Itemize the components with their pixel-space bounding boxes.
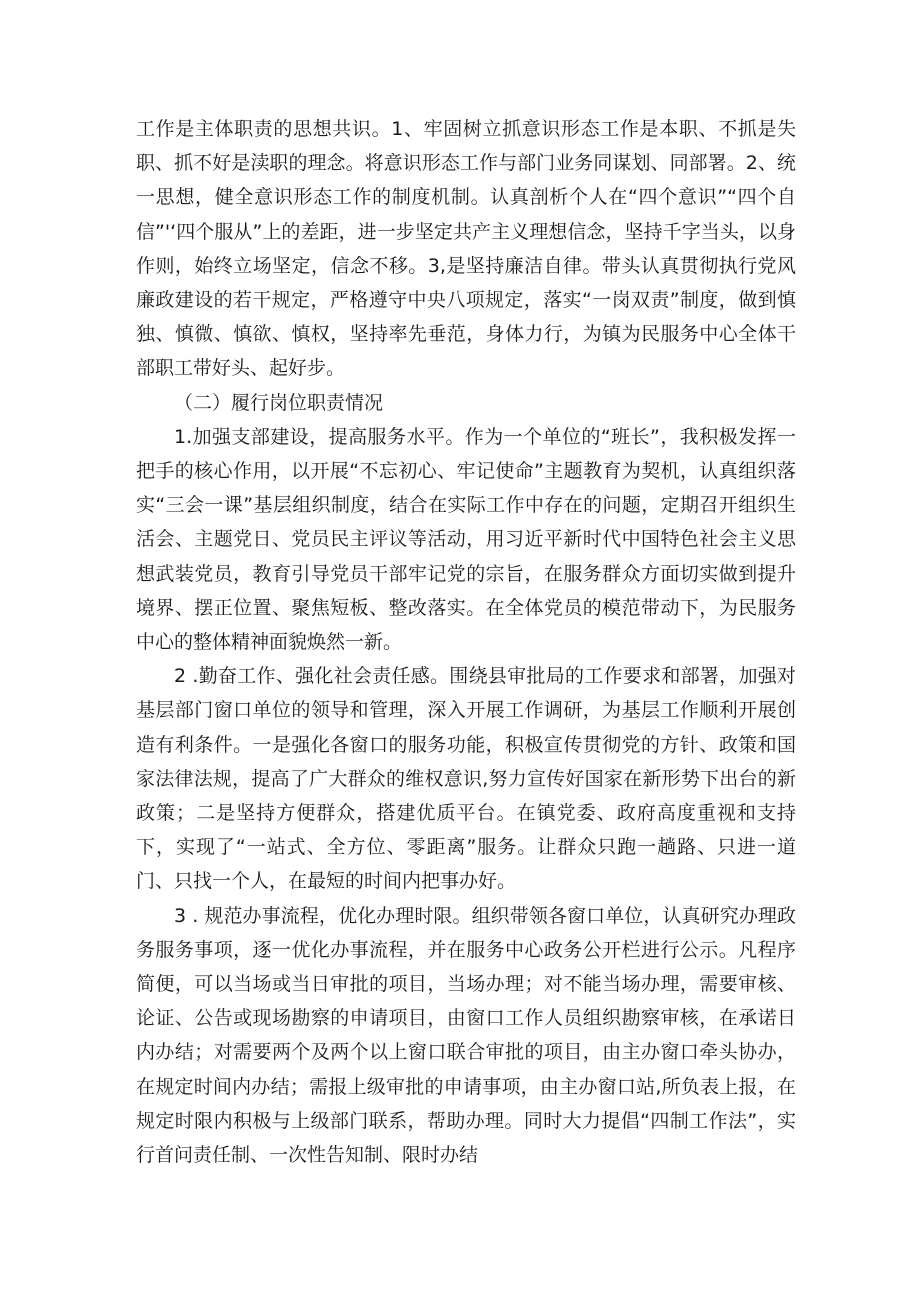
document-body	[136, 112, 796, 1172]
body-paragraph-workflow: 3 . 规范办事流程，优化办理时限。组织带领各窗口单位，认真研究办理政务服务事项，逐一优化办事流程，并在服务中心政务公开栏进行公示。凡程序简便，可以当场或当日审批的项目，当场办理；对不能当场办理，需要审核、论证、公告或现场勘察的申请项目，由窗口工作人员组织勘察审核，在承诺日内办结；对需要两个及两个以上窗口联合审批的项目，由主办窗口牵头协办，在规定时间内办结；需报上级审批的申请事项，由主办窗口站,所负表上报，在规定时限内积极与上级部门联系，帮助办理。同时大力提倡“四制工作法”，实行首问责任制、一次性告知制、限时办结	[136, 904, 796, 1167]
body-paragraph-1: 工作是主体职责的思想共识。1、牢固树立抓意识形态工作是本职、不抓是失职、抓不好是渎职的理念。将意识形态工作与部门业务同谋划、同部署。2、统一思想，健全意识形态工作的制度机制。认真剖析个人在“四个意识”“四个自信”'‘四个服从”上的差距，进一步坚定共产主义理想信念，坚持千字当头，以身作则，始终立场坚定，信念不移。3,是坚持廉洁自律。带头认真贯彻执行党风廉政建设的若干规定，严格遵守中央八项规定，落实“一岗双责”制度，做到慎独、慎微、慎欲、慎权，坚持率先垂范，身体力行，为镇为民服务中心全体干部职工带好头、起好步。	[136, 118, 796, 380]
body-paragraph-branch-building: 1.加强支部建设，提高服务水平。作为一个单位的“班长”，我积极发挥一把手的核心作用，以开展“不忘初心、牢记使命”主题教育为契机，认真组织落实“三会一课”基层组织制度，结合在实际工作中存在的问题，定期召开组织生活会、主题党日、党员民主评议等活动，用习近平新时代中国特色社会主义思想武装党员，教育引导党员干部牢记党的宗旨，在服务群众方面切实做到提升境界、摆正位置、聚焦短板、整改落实。在全体党员的模范带动下，为民服务中心的整体精神面貌焕然一新。	[136, 425, 796, 654]
body-paragraph-social-responsibility: 2 .勤奋工作、强化社会责任感。围绕县审批局的工作要求和部署，加强对基层部门窗口单位的领导和管理，深入开展工作调研，为基层工作顺利开展创造有利条件。一是强化各窗口的服务功能，积极宣传贯彻党的方针、政策和国家法律法规，提高了广大群众的维权意识,努力宣传好国家在新形势下出台的新政策；二是坚持方便群众，搭建优质平台。在镇党委、政府高度重视和支持下，实现了“一站式、全方位、零距离”服务。让群众只跑一趟路、只进一道门、只找一个人，在最短的时间内把事办好。	[136, 665, 796, 893]
section-heading-duties: （二）履行岗位职责情况	[174, 391, 384, 414]
